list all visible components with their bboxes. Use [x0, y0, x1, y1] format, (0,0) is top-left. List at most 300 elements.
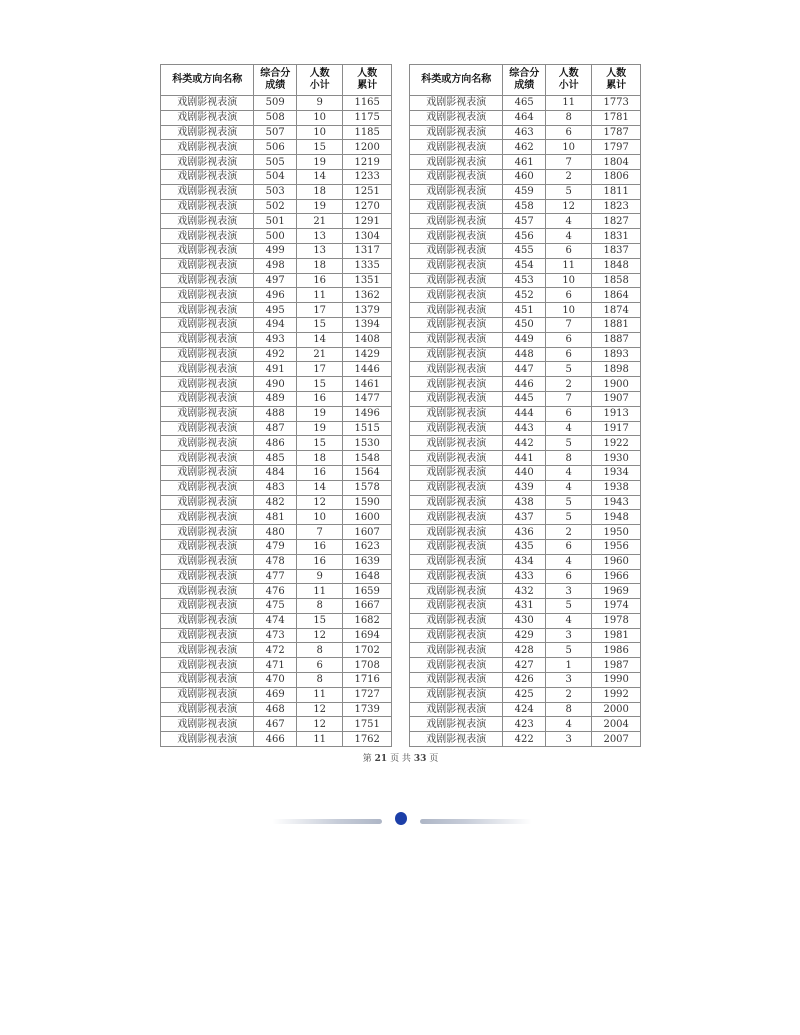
cell-score: 424: [503, 702, 546, 717]
table-row: [161, 184, 392, 199]
cell-score: 509: [254, 96, 297, 111]
table-row: [161, 480, 392, 495]
cell-score: 502: [254, 199, 297, 214]
cell-name: 戏剧影视表演: [410, 317, 503, 332]
cell-score: 429: [503, 628, 546, 643]
cell-score: 452: [503, 288, 546, 303]
cell-count: 11: [297, 687, 343, 702]
table-row: [410, 362, 641, 377]
cell-score: 479: [254, 539, 297, 554]
cell-name: 戏剧影视表演: [161, 110, 254, 125]
cell-name: 戏剧影视表演: [410, 288, 503, 303]
cell-count: 6: [546, 539, 592, 554]
cell-cumulative: 1992: [592, 687, 641, 702]
cell-name: 戏剧影视表演: [410, 495, 503, 510]
cell-score: 491: [254, 362, 297, 377]
cell-cumulative: 1960: [592, 554, 641, 569]
cell-name: 戏剧影视表演: [410, 125, 503, 140]
cell-count: 3: [546, 584, 592, 599]
cell-score: 450: [503, 317, 546, 332]
cell-name: 戏剧影视表演: [161, 658, 254, 673]
cell-score: 449: [503, 332, 546, 347]
cell-name: 戏剧影视表演: [161, 510, 254, 525]
cell-count: 10: [297, 125, 343, 140]
cell-cumulative: 1917: [592, 421, 641, 436]
table-row: [161, 465, 392, 480]
cell-name: 戏剧影视表演: [410, 451, 503, 466]
cell-score: 423: [503, 717, 546, 732]
cell-cumulative: 1461: [343, 377, 392, 392]
table-row: [161, 673, 392, 688]
cell-count: 10: [297, 510, 343, 525]
cell-cumulative: 1787: [592, 125, 641, 140]
cell-count: 12: [297, 702, 343, 717]
cell-count: 16: [297, 539, 343, 554]
cell-score: 505: [254, 155, 297, 170]
cell-count: 15: [297, 317, 343, 332]
cell-name: 戏剧影视表演: [161, 377, 254, 392]
cell-name: 戏剧影视表演: [410, 332, 503, 347]
cell-name: 戏剧影视表演: [161, 214, 254, 229]
cell-cumulative: 1564: [343, 465, 392, 480]
header-name: 科类或方向名称: [161, 65, 254, 96]
table-row: [161, 539, 392, 554]
cell-score: 500: [254, 229, 297, 244]
table-row: [161, 702, 392, 717]
cell-cumulative: 1682: [343, 613, 392, 628]
cell-count: 2: [546, 169, 592, 184]
cell-cumulative: 2004: [592, 717, 641, 732]
cell-name: 戏剧影视表演: [161, 332, 254, 347]
table-row: [410, 391, 641, 406]
page-total: 33: [413, 754, 427, 764]
cell-score: 507: [254, 125, 297, 140]
cell-count: 4: [546, 229, 592, 244]
cell-score: 462: [503, 140, 546, 155]
cell-name: 戏剧影视表演: [410, 480, 503, 495]
cell-count: 6: [546, 569, 592, 584]
table-row: [410, 125, 641, 140]
cell-count: 7: [297, 525, 343, 540]
cell-name: 戏剧影视表演: [410, 584, 503, 599]
cell-count: 18: [297, 258, 343, 273]
table-row: [161, 288, 392, 303]
cell-score: 463: [503, 125, 546, 140]
cell-name: 戏剧影视表演: [161, 539, 254, 554]
cell-count: 4: [546, 421, 592, 436]
cell-cumulative: 1943: [592, 495, 641, 510]
cell-score: 470: [254, 673, 297, 688]
cell-cumulative: 1848: [592, 258, 641, 273]
table-row: [410, 214, 641, 229]
table-row: [410, 717, 641, 732]
cell-cumulative: 1887: [592, 332, 641, 347]
header-count: 人数 小计: [297, 65, 343, 96]
footer-mid: 页 共: [390, 754, 411, 764]
table-row: [410, 273, 641, 288]
cell-cumulative: 1607: [343, 525, 392, 540]
cell-name: 戏剧影视表演: [161, 288, 254, 303]
table-row: [161, 510, 392, 525]
cell-name: 戏剧影视表演: [410, 539, 503, 554]
cell-count: 1: [546, 658, 592, 673]
cell-name: 戏剧影视表演: [410, 406, 503, 421]
cell-cumulative: 1219: [343, 155, 392, 170]
table-row: [161, 687, 392, 702]
cell-cumulative: 1727: [343, 687, 392, 702]
cell-score: 493: [254, 332, 297, 347]
cell-count: 6: [546, 406, 592, 421]
cell-count: 6: [546, 243, 592, 258]
table-row: [410, 569, 641, 584]
cell-cumulative: 1922: [592, 436, 641, 451]
cell-score: 492: [254, 347, 297, 362]
cell-count: 4: [546, 480, 592, 495]
table-row: [410, 229, 641, 244]
cell-score: 490: [254, 377, 297, 392]
cell-name: 戏剧影视表演: [410, 525, 503, 540]
table-row: [410, 258, 641, 273]
header-cumulative: 人数 累计: [343, 65, 392, 96]
cell-score: 495: [254, 303, 297, 318]
cell-count: 15: [297, 613, 343, 628]
cell-cumulative: 1966: [592, 569, 641, 584]
cell-count: 7: [546, 155, 592, 170]
cell-score: 457: [503, 214, 546, 229]
cell-name: 戏剧影视表演: [410, 613, 503, 628]
cell-cumulative: 1986: [592, 643, 641, 658]
cell-count: 2: [546, 377, 592, 392]
cell-score: 467: [254, 717, 297, 732]
cell-cumulative: 1408: [343, 332, 392, 347]
cell-count: 5: [546, 184, 592, 199]
cell-count: 16: [297, 273, 343, 288]
cell-score: 489: [254, 391, 297, 406]
cell-name: 戏剧影视表演: [410, 510, 503, 525]
cell-cumulative: 1990: [592, 673, 641, 688]
table-row: [161, 391, 392, 406]
cell-name: 戏剧影视表演: [161, 673, 254, 688]
cell-cumulative: 1804: [592, 155, 641, 170]
cell-score: 441: [503, 451, 546, 466]
cell-name: 戏剧影视表演: [410, 554, 503, 569]
cell-score: 448: [503, 347, 546, 362]
cell-count: 19: [297, 406, 343, 421]
page-number: 21: [374, 754, 388, 764]
cell-cumulative: 1898: [592, 362, 641, 377]
cell-cumulative: 1429: [343, 347, 392, 362]
cell-name: 戏剧影视表演: [161, 599, 254, 614]
cell-count: 10: [546, 140, 592, 155]
cell-count: 17: [297, 362, 343, 377]
cell-score: 475: [254, 599, 297, 614]
cell-name: 戏剧影视表演: [161, 258, 254, 273]
cell-name: 戏剧影视表演: [410, 347, 503, 362]
cell-count: 4: [546, 613, 592, 628]
cell-name: 戏剧影视表演: [161, 347, 254, 362]
cell-score: 433: [503, 569, 546, 584]
divider-bar-left: [272, 819, 382, 824]
cell-name: 戏剧影视表演: [410, 436, 503, 451]
cell-name: 戏剧影视表演: [410, 273, 503, 288]
cell-cumulative: 1708: [343, 658, 392, 673]
cell-count: 11: [297, 584, 343, 599]
cell-count: 11: [297, 732, 343, 747]
cell-score: 466: [254, 732, 297, 747]
cell-score: 451: [503, 303, 546, 318]
cell-cumulative: 1291: [343, 214, 392, 229]
cell-cumulative: 1600: [343, 510, 392, 525]
cell-count: 19: [297, 199, 343, 214]
cell-count: 17: [297, 303, 343, 318]
score-table-right: [409, 64, 641, 747]
table-row: [410, 702, 641, 717]
cell-count: 16: [297, 465, 343, 480]
cell-name: 戏剧影视表演: [161, 495, 254, 510]
cell-count: 4: [546, 717, 592, 732]
cell-score: 486: [254, 436, 297, 451]
cell-cumulative: 1335: [343, 258, 392, 273]
cell-name: 戏剧影视表演: [161, 687, 254, 702]
cell-name: 戏剧影视表演: [161, 199, 254, 214]
cell-name: 戏剧影视表演: [161, 140, 254, 155]
table-row: [410, 199, 641, 214]
cell-score: 496: [254, 288, 297, 303]
cell-cumulative: 1974: [592, 599, 641, 614]
cell-name: 戏剧影视表演: [410, 303, 503, 318]
table-row: [161, 732, 392, 747]
cell-name: 戏剧影视表演: [410, 140, 503, 155]
cell-score: 501: [254, 214, 297, 229]
cell-score: 497: [254, 273, 297, 288]
cell-score: 503: [254, 184, 297, 199]
table-row: [161, 243, 392, 258]
cell-score: 473: [254, 628, 297, 643]
cell-name: 戏剧影视表演: [161, 702, 254, 717]
cell-score: 428: [503, 643, 546, 658]
table-row: [410, 406, 641, 421]
cell-name: 戏剧影视表演: [410, 184, 503, 199]
cell-name: 戏剧影视表演: [161, 554, 254, 569]
cell-cumulative: 1351: [343, 273, 392, 288]
cell-cumulative: 1185: [343, 125, 392, 140]
table-row: [161, 155, 392, 170]
table-row: [161, 273, 392, 288]
page-footer: [160, 751, 641, 764]
cell-name: 戏剧影视表演: [161, 184, 254, 199]
cell-name: 戏剧影视表演: [161, 273, 254, 288]
cell-count: 11: [546, 258, 592, 273]
cell-score: 442: [503, 436, 546, 451]
cell-cumulative: 1969: [592, 584, 641, 599]
cell-name: 戏剧影视表演: [410, 687, 503, 702]
header-score: 综合分 成绩: [503, 65, 546, 96]
table-row: [161, 377, 392, 392]
table-body-right: [410, 96, 641, 747]
cell-cumulative: 1893: [592, 347, 641, 362]
table-row: [410, 96, 641, 111]
cell-cumulative: 1362: [343, 288, 392, 303]
table-row: [161, 643, 392, 658]
cell-cumulative: 2007: [592, 732, 641, 747]
table-row: [410, 377, 641, 392]
cell-score: 465: [503, 96, 546, 111]
cell-cumulative: 1394: [343, 317, 392, 332]
cell-name: 戏剧影视表演: [161, 125, 254, 140]
table-row: [410, 643, 641, 658]
cell-score: 426: [503, 673, 546, 688]
cell-name: 戏剧影视表演: [161, 303, 254, 318]
cell-count: 9: [297, 569, 343, 584]
cell-score: 485: [254, 451, 297, 466]
divider-bar-right: [420, 819, 532, 824]
table-row: [410, 510, 641, 525]
cell-score: 474: [254, 613, 297, 628]
cell-score: 461: [503, 155, 546, 170]
table-row: [161, 406, 392, 421]
cell-count: 7: [546, 391, 592, 406]
table-row: [161, 658, 392, 673]
cell-count: 4: [546, 465, 592, 480]
table-row: [161, 125, 392, 140]
table-row: [410, 525, 641, 540]
cell-cumulative: 1837: [592, 243, 641, 258]
table-row: [410, 539, 641, 554]
cell-name: 戏剧影视表演: [161, 465, 254, 480]
cell-name: 戏剧影视表演: [161, 229, 254, 244]
cell-cumulative: 1175: [343, 110, 392, 125]
cell-name: 戏剧影视表演: [161, 317, 254, 332]
table-row: [161, 303, 392, 318]
cell-score: 456: [503, 229, 546, 244]
cell-score: 504: [254, 169, 297, 184]
table-row: [161, 96, 392, 111]
cell-count: 3: [546, 732, 592, 747]
cell-name: 戏剧影视表演: [410, 362, 503, 377]
cell-count: 5: [546, 510, 592, 525]
cell-cumulative: 1978: [592, 613, 641, 628]
table-row: [410, 243, 641, 258]
cell-count: 8: [297, 673, 343, 688]
cell-score: 478: [254, 554, 297, 569]
cell-count: 15: [297, 377, 343, 392]
cell-count: 8: [546, 110, 592, 125]
cell-count: 11: [297, 288, 343, 303]
cell-count: 14: [297, 332, 343, 347]
cell-count: 5: [546, 599, 592, 614]
cell-count: 2: [546, 687, 592, 702]
cell-score: 427: [503, 658, 546, 673]
cell-cumulative: 1200: [343, 140, 392, 155]
table-row: [410, 347, 641, 362]
cell-count: 11: [546, 96, 592, 111]
cell-name: 戏剧影视表演: [161, 421, 254, 436]
cell-count: 10: [546, 273, 592, 288]
cell-cumulative: 1811: [592, 184, 641, 199]
cell-cumulative: 1233: [343, 169, 392, 184]
cell-name: 戏剧影视表演: [410, 421, 503, 436]
cell-score: 487: [254, 421, 297, 436]
cell-name: 戏剧影视表演: [410, 673, 503, 688]
table-row: [410, 317, 641, 332]
table-row: [161, 199, 392, 214]
cell-score: 459: [503, 184, 546, 199]
table-row: [161, 436, 392, 451]
table-row: [161, 140, 392, 155]
cell-score: 469: [254, 687, 297, 702]
cell-cumulative: 1165: [343, 96, 392, 111]
table-row: [161, 451, 392, 466]
cell-score: 440: [503, 465, 546, 480]
table-row: [410, 658, 641, 673]
cell-score: 477: [254, 569, 297, 584]
cell-name: 戏剧影视表演: [410, 214, 503, 229]
table-row: [161, 525, 392, 540]
cell-name: 戏剧影视表演: [410, 643, 503, 658]
table-row: [161, 554, 392, 569]
table-row: [410, 155, 641, 170]
footer-prefix: 第: [362, 754, 372, 764]
cell-cumulative: 1948: [592, 510, 641, 525]
table-row: [410, 421, 641, 436]
table-row: [161, 421, 392, 436]
cell-count: 12: [297, 628, 343, 643]
cell-name: 戏剧影视表演: [161, 480, 254, 495]
cell-cumulative: 1781: [592, 110, 641, 125]
cell-name: 戏剧影视表演: [410, 465, 503, 480]
cell-name: 戏剧影视表演: [161, 643, 254, 658]
cell-count: 6: [546, 125, 592, 140]
cell-cumulative: 1858: [592, 273, 641, 288]
table-row: [161, 628, 392, 643]
cell-count: 9: [297, 96, 343, 111]
cell-cumulative: 1831: [592, 229, 641, 244]
score-tables: [160, 64, 641, 747]
cell-score: 425: [503, 687, 546, 702]
cell-score: 439: [503, 480, 546, 495]
cell-name: 戏剧影视表演: [161, 451, 254, 466]
cell-count: 5: [546, 495, 592, 510]
cell-count: 19: [297, 155, 343, 170]
cell-cumulative: 1270: [343, 199, 392, 214]
cell-score: 506: [254, 140, 297, 155]
table-row: [410, 584, 641, 599]
table-row: [410, 480, 641, 495]
cell-name: 戏剧影视表演: [161, 243, 254, 258]
cell-count: 5: [546, 436, 592, 451]
cell-name: 戏剧影视表演: [161, 391, 254, 406]
cell-count: 2: [546, 525, 592, 540]
cell-cumulative: 1762: [343, 732, 392, 747]
table-row: [410, 451, 641, 466]
cell-name: 戏剧影视表演: [410, 229, 503, 244]
cell-count: 12: [297, 495, 343, 510]
table-row: [161, 613, 392, 628]
table-header-row: [161, 65, 392, 96]
cell-score: 499: [254, 243, 297, 258]
cell-cumulative: 1930: [592, 451, 641, 466]
cell-cumulative: 1823: [592, 199, 641, 214]
cell-cumulative: 1881: [592, 317, 641, 332]
cell-score: 446: [503, 377, 546, 392]
cell-score: 431: [503, 599, 546, 614]
cell-name: 戏剧影视表演: [410, 569, 503, 584]
cell-cumulative: 1797: [592, 140, 641, 155]
table-row: [161, 347, 392, 362]
cell-cumulative: 1304: [343, 229, 392, 244]
table-row: [161, 717, 392, 732]
cell-score: 488: [254, 406, 297, 421]
